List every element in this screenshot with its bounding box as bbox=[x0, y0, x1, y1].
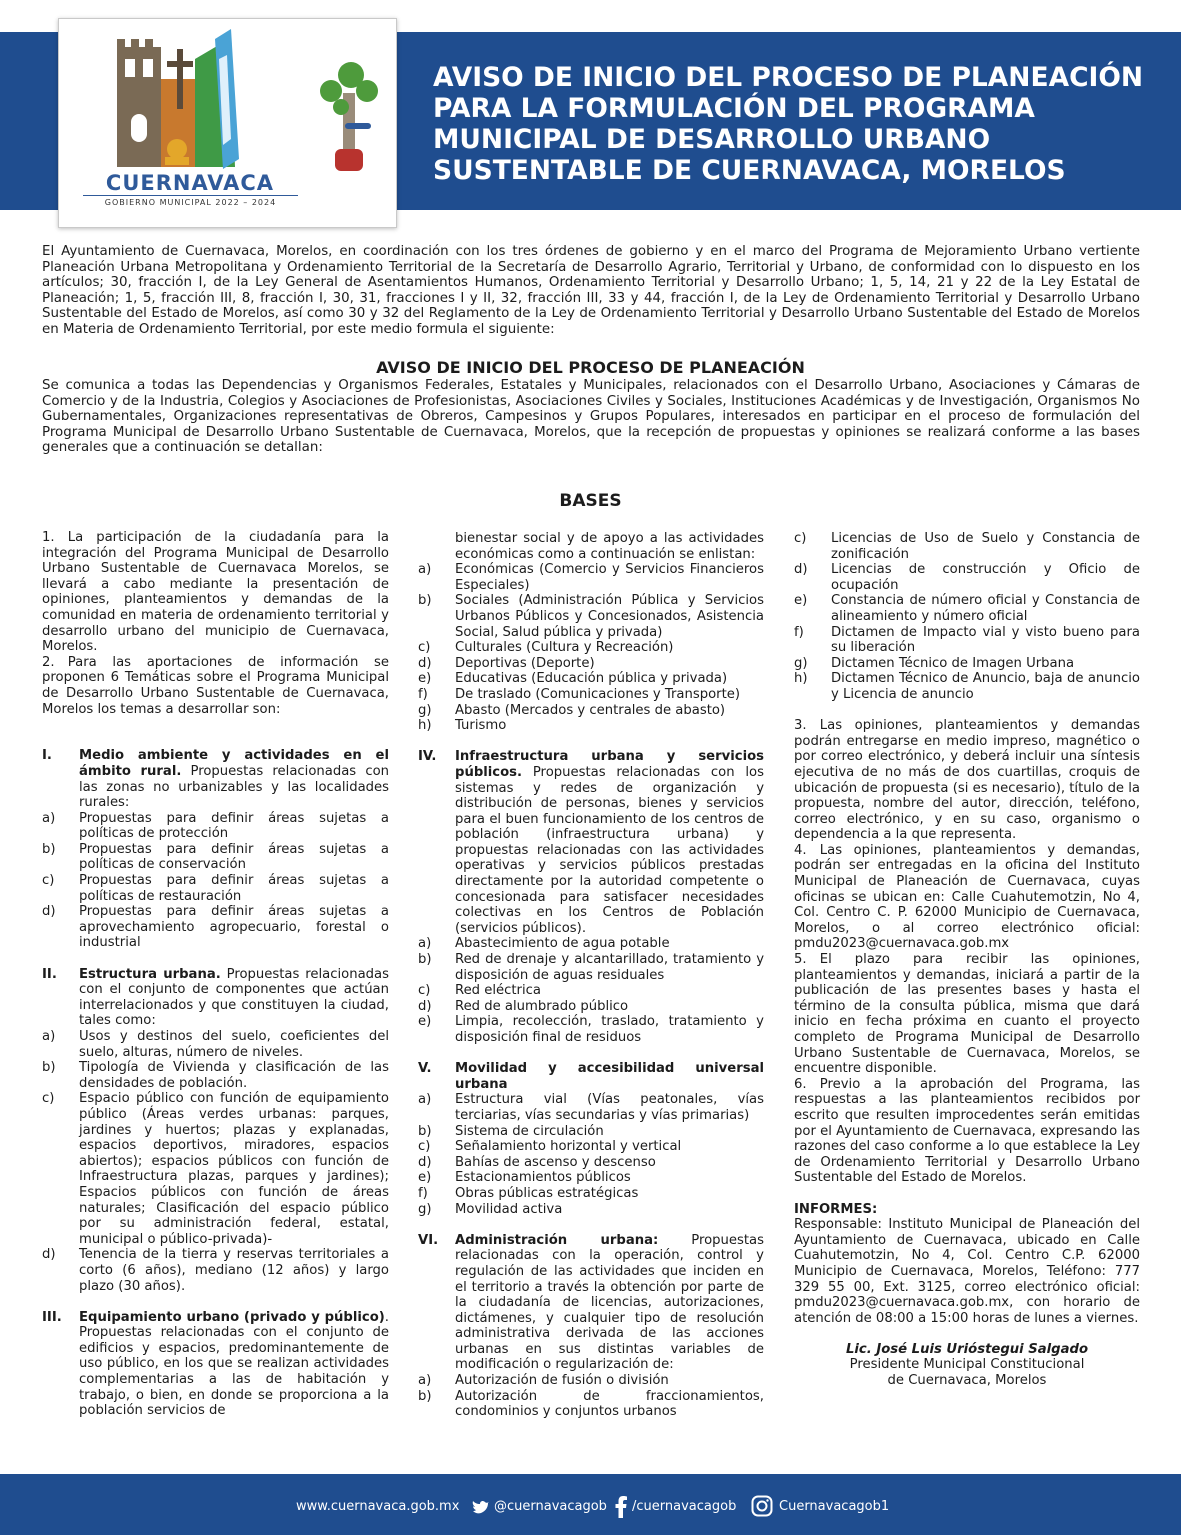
bases-title: BASES bbox=[559, 491, 622, 511]
list-item: c) Red eléctrica bbox=[418, 983, 541, 999]
bases-column-2 bbox=[418, 531, 764, 1420]
signature-role: Presidente Municipal Constitucional bbox=[849, 1357, 1085, 1373]
list-item: d) Tenencia de la tierra y reservas territoriales a corto (6 años), mediano (12 años) y largo plazo (30 años). bbox=[42, 1247, 389, 1294]
page-title: AVISO DE INICIO DEL PROCESO DE PLANEACIÓN PARA LA FORMULACIÓN DEL PROGRAMA MUNICIPAL DE DESARROLLO URBANO SUSTENTABLE DE CUERNAVACA, MORELOS bbox=[433, 62, 1144, 186]
instagram-handle[interactable]: Cuernavacagob1 bbox=[779, 1499, 890, 1514]
section-number: II. bbox=[42, 966, 57, 982]
list-item: c) Señalamiento horizontal y vertical bbox=[418, 1139, 682, 1155]
list-item: e) Constancia de número oficial y Constancia de alineamiento y número oficial bbox=[794, 593, 1140, 624]
list-item: b) Tipología de Vivienda y clasificación de las densidades de población. bbox=[42, 1060, 389, 1091]
section-text: Propuestas relacionadas con el conjunto de componentes que actúan interrelacionados y que constituyen la ciudad, tales como: bbox=[79, 966, 389, 1029]
bases-column-3 bbox=[794, 531, 1140, 1389]
notice-paragraph: Se comunica a todas las Dependencias y Organismos Federales, Estatales y Municipales, relacionados con el Desarrollo Urbano, Asociaciones y Cámaras de Comercio y de la Industria, Colegios y Asociaciones de Profesionistas, Asociaciones Civiles y Sociales, Instituciones Académicas y de Investigación, Organismos No Gubernamentales, Organizaciones representativas de Obreros, Campesinos y Grupos Populares, interesados en participar en el proceso de formulación del Programa Municipal de Desarrollo Urbano Sustentable de Cuernavaca, Morelos, que la recepción de propuestas y opiniones se realizará conforme a las bases generales que a continuación se detallan: bbox=[42, 378, 1140, 456]
section-vi bbox=[418, 1233, 764, 1373]
section-iii bbox=[42, 1310, 389, 1419]
website-link[interactable]: www.cuernavaca.gob.mx bbox=[296, 1499, 460, 1514]
list-item: b) Autorización de fraccionamientos, condominios y conjuntos urbanos bbox=[418, 1388, 764, 1420]
list-item: a) Estructura vial (Vías peatonales, vías terciarias, vías secundarias y vías primarias) bbox=[418, 1092, 764, 1123]
section-heading: Administración urbana: bbox=[455, 1232, 659, 1248]
list-item: d) Bahías de ascenso y descenso bbox=[418, 1154, 656, 1170]
section-v bbox=[418, 1061, 764, 1092]
section-text: Propuestas relacionadas con los sistemas y redes de organización y distribución de personas, bienes y servicios para el buen funcionamiento de los centros de población (infraestructura urbana) y propuestas relacionadas con las actividades operativas y servicios públicos prestadas directamente por la autoridad competente o concesionada para satisfacer necesidades colectivas en los Centros de Población (servicios públicos). bbox=[455, 764, 764, 936]
section-i bbox=[42, 748, 389, 810]
instagram-icon bbox=[751, 1495, 773, 1517]
list-item: e) Limpia, recolección, traslado, tratamiento y disposición final de residuos bbox=[418, 1014, 764, 1045]
logo-subtitle: GOBIERNO MUNICIPAL 2022 – 2024 bbox=[83, 195, 298, 207]
list-item: c) Culturales (Cultura y Recreación) bbox=[418, 640, 674, 656]
informes-text: Responsable: Instituto Municipal de Planeación del Ayuntamiento de Cuernavaca, ubicado en Calle Cuahutemotzin, No 4, Col. Centro C.P. 62000 Municipio de Cuernavaca, Morelos, Teléfono: 777 329 55 00, Ext. 3125, correo electrónico oficial: pmdu2023@cuernavaca.gob.mx, con horario de atención de 08:00 a 15:00 horas de lunes a viernes. bbox=[794, 1217, 1140, 1326]
notice-title: AVISO DE INICIO DEL PROCESO DE PLANEACIÓN bbox=[376, 358, 805, 377]
list-item: f) Obras públicas estratégicas bbox=[418, 1185, 639, 1201]
intro-paragraph: El Ayuntamiento de Cuernavaca, Morelos, en coordinación con los tres órdenes de gobierno y en el marco del Programa de Mejoramiento Urbano vertiente Planeación Urbana Metropolitana y Ordenamiento Territorial de la Secretaría de Desarrollo Agrario, Territorial y Urbano, de conformidad con lo dispuesto en los artículos; 30, fracción I, de la Ley General de Asentamientos Humanos, Ordenamiento Territorial y Desarrollo Urbano; 1, 5, 14, 21 y 22 de la Ley Estatal de Planeación; 1, 5, fracción III, 8, fracción I, 30, 31, fracciones I y II, 32, fracción III, 33 y 44, fracción I, de la Ley de Ordenamiento Territorial y Desarrollo Urbano Sustentable del Estado de Morelos, así como 30 y 32 del Reglamento de la Ley de Ordenamiento Territorial y Desarrollo Urbano Sustentable del Estado de Morelos en Materia de Ordenamiento Territorial, por este medio formula el siguiente: bbox=[42, 244, 1140, 337]
section-ii bbox=[42, 967, 389, 1029]
footer-bar bbox=[0, 1474, 1181, 1535]
list-item: a) Propuestas para definir áreas sujetas a políticas de protección bbox=[42, 810, 389, 842]
section-heading: Movilidad y accesibilidad universal urbana bbox=[455, 1061, 764, 1092]
list-item: h) Dictamen Técnico de Anuncio, baja de anuncio y Licencia de anuncio bbox=[794, 671, 1140, 702]
signature-role-place: de Cuernavaca, Morelos bbox=[887, 1373, 1047, 1389]
facebook-handle[interactable]: /cuernavacagob bbox=[632, 1499, 737, 1514]
list-item: h) Turismo bbox=[418, 718, 507, 734]
list-item: b) Propuestas para definir áreas sujetas a políticas de conservación bbox=[42, 841, 389, 873]
list-item: d) Licencias de construcción y Oficio de ocupación bbox=[794, 562, 1140, 593]
list-item: a) Autorización de fusión o división bbox=[418, 1373, 669, 1389]
list-item: b) Red de drenaje y alcantarillado, tratamiento y disposición de aguas residuales bbox=[418, 952, 764, 983]
list-item: c) Propuestas para definir áreas sujetas a políticas de restauración bbox=[42, 873, 389, 904]
bases-column-1 bbox=[42, 530, 389, 1419]
list-item: a) Económicas (Comercio y Servicios Financieros Especiales) bbox=[418, 562, 764, 593]
municipal-logo bbox=[58, 18, 397, 228]
section-text: Propuestas relacionadas con las zonas no urbanizables y las localidades rurales: bbox=[79, 763, 389, 811]
list-item: d) Deportivas (Deporte) bbox=[418, 655, 595, 671]
section-continuation: bienestar social y de apoyo a las actividades económicas como a continuación se enlistan: bbox=[455, 531, 764, 562]
list-item: a) Abastecimiento de agua potable bbox=[418, 936, 670, 952]
informes-title: INFORMES: bbox=[794, 1201, 878, 1217]
twitter-icon bbox=[472, 1500, 490, 1515]
section-number: V. bbox=[418, 1061, 432, 1077]
section-heading: Medio ambiente y actividades en el ámbito rural. bbox=[79, 748, 389, 779]
section-text: . Propuestas relacionadas con el conjunto de edificios y espacios, predominantemente de uso público, en los que se realizan actividades complementarias a las de habitación y trabajo, o bien, en donde se proporciona a la población servicios de bbox=[79, 1309, 389, 1419]
signature-name: Lic. José Luis Urióstegui Salgado bbox=[845, 1341, 1089, 1357]
bases-point-3: 3. Las opiniones, planteamientos y demandas podrán entregarse en medio impreso, magnético o por correo electrónico, y deberá incluir una síntesis ejecutiva de no más de dos cuartillas, croquis de ubicación de propuesta (si es necesario), título de la propuesta, nombre del autor, dirección, teléfono, correo electrónico, y en su caso, organismo o dependencia a la que representa. bbox=[794, 718, 1140, 843]
section-number: III. bbox=[42, 1309, 62, 1325]
list-item: b) Sociales (Administración Pública y Servicios Urbanos Públicos y Concesionados, Asistencia Social, Salud pública y privada) bbox=[418, 593, 764, 640]
bases-point-2: 2. Para las aportaciones de información se proponen 6 Temáticas sobre el Programa Municipal de Desarrollo Urbano Sustentable de Cuernavaca, Morelos los temas a desarrollar son: bbox=[42, 654, 389, 717]
bases-point-6: 6. Previo a la aprobación del Programa, las respuestas a las planteamientos recibidos por escrito que resulten improcedentes serán emitidas por el Ayuntamiento de Cuernavaca, expresando las razones del caso conforme a lo que establece la Ley de Ordenamiento Territorial y Desarrollo Urbano Sustentable del Estado de Morelos. bbox=[794, 1076, 1140, 1186]
list-item: b) Sistema de circulación bbox=[418, 1123, 604, 1139]
list-item: a) Usos y destinos del suelo, coeficientes del suelo, alturas, número de niveles. bbox=[42, 1029, 389, 1060]
section-text: Propuestas relacionadas con la operación, control y regulación de las actividades que inciden en el territorio a través la obtención por parte de la ciudadanía de licencias, autorizaciones, dictámenes, y cualquier tipo de resolución administrativa derivada de las acciones urbanas en sus distintas variables de modificación o regularización de: bbox=[455, 1232, 764, 1373]
list-item: f) De traslado (Comunicaciones y Transporte) bbox=[418, 686, 741, 702]
section-heading: Equipamiento urbano (privado y público) bbox=[79, 1309, 385, 1325]
list-item: d) Red de alumbrado público bbox=[418, 998, 629, 1014]
list-item: e) Educativas (Educación pública y privada) bbox=[418, 671, 728, 687]
facebook-icon bbox=[615, 1496, 627, 1518]
section-heading: Estructura urbana. bbox=[79, 966, 221, 982]
list-item: e) Estacionamientos públicos bbox=[418, 1170, 631, 1186]
bases-point-5: 5. El plazo para recibir las opiniones, planteamientos y demandas, iniciará a partir de la publicación de las presentes bases y hasta el término de la consulta pública, misma que dará inicio en fecha próxima en cuanto el proyecto completo de Programa Municipal de Desarrollo Urbano Sustentable de Cuernavaca, Morelos, se encuentre disponible. bbox=[794, 952, 1140, 1077]
section-iv bbox=[418, 749, 764, 936]
section-number: IV. bbox=[418, 749, 437, 765]
twitter-handle[interactable]: @cuernavacagob bbox=[494, 1499, 607, 1514]
section-heading: Infraestructura urbana y servicios públicos. bbox=[455, 749, 764, 780]
section-number: VI. bbox=[418, 1232, 439, 1248]
bases-point-1: 1. La participación de la ciudadanía para la integración del Programa Municipal de Desarrollo Urbano Sustentable de Cuernavaca Morelos, se llevará a cabo mediante la presentación de opiniones, planteamientos y demandas de la comunidad en materia de ordenamiento territorial y desarrollo urbano del municipio de Cuernavaca, Morelos. bbox=[42, 530, 389, 655]
list-item: d) Propuestas para definir áreas sujetas a aprovechamiento agropecuario, forestal o industrial bbox=[42, 904, 389, 951]
list-item: c) Licencias de Uso de Suelo y Constancia de zonificación bbox=[794, 531, 1140, 562]
list-item: g) Abasto (Mercados y centrales de abasto) bbox=[418, 702, 726, 718]
list-item: f) Dictamen de Impacto vial y visto bueno para su liberación bbox=[794, 624, 1140, 656]
section-number: I. bbox=[42, 748, 52, 764]
bases-point-4: 4. Las opiniones, planteamientos y demandas, podrán ser entregadas en la oficina del Instituto Municipal de Planeación de Cuernavaca, cuyas oficinas se ubican en: Calle Cuahutemotzin, No 4, Col. Centro C. P. 62000 Municipio de Cuernavaca, Morelos, o al correo electrónico oficial: pmdu2023@cuernavaca.gob.mx bbox=[794, 842, 1140, 952]
list-item: g) Dictamen Técnico de Imagen Urbana bbox=[794, 655, 1075, 671]
list-item: g) Movilidad activa bbox=[418, 1201, 563, 1217]
list-item: c) Espacio público con función de equipamiento público (Áreas verdes urbanas: parques, jardines y huertos; plazas y explanadas, espacios deportivos, miradores, espacios abiertos); espacios públicos con función de Infraestructura plazas, parques y jardines); Espacios públicos con función de áreas naturales; Clasificación del espacio público por su administración federal, estatal, municipal o público-privada)- bbox=[42, 1091, 389, 1247]
logo-wordmark: CUERNAVACA bbox=[105, 171, 275, 195]
